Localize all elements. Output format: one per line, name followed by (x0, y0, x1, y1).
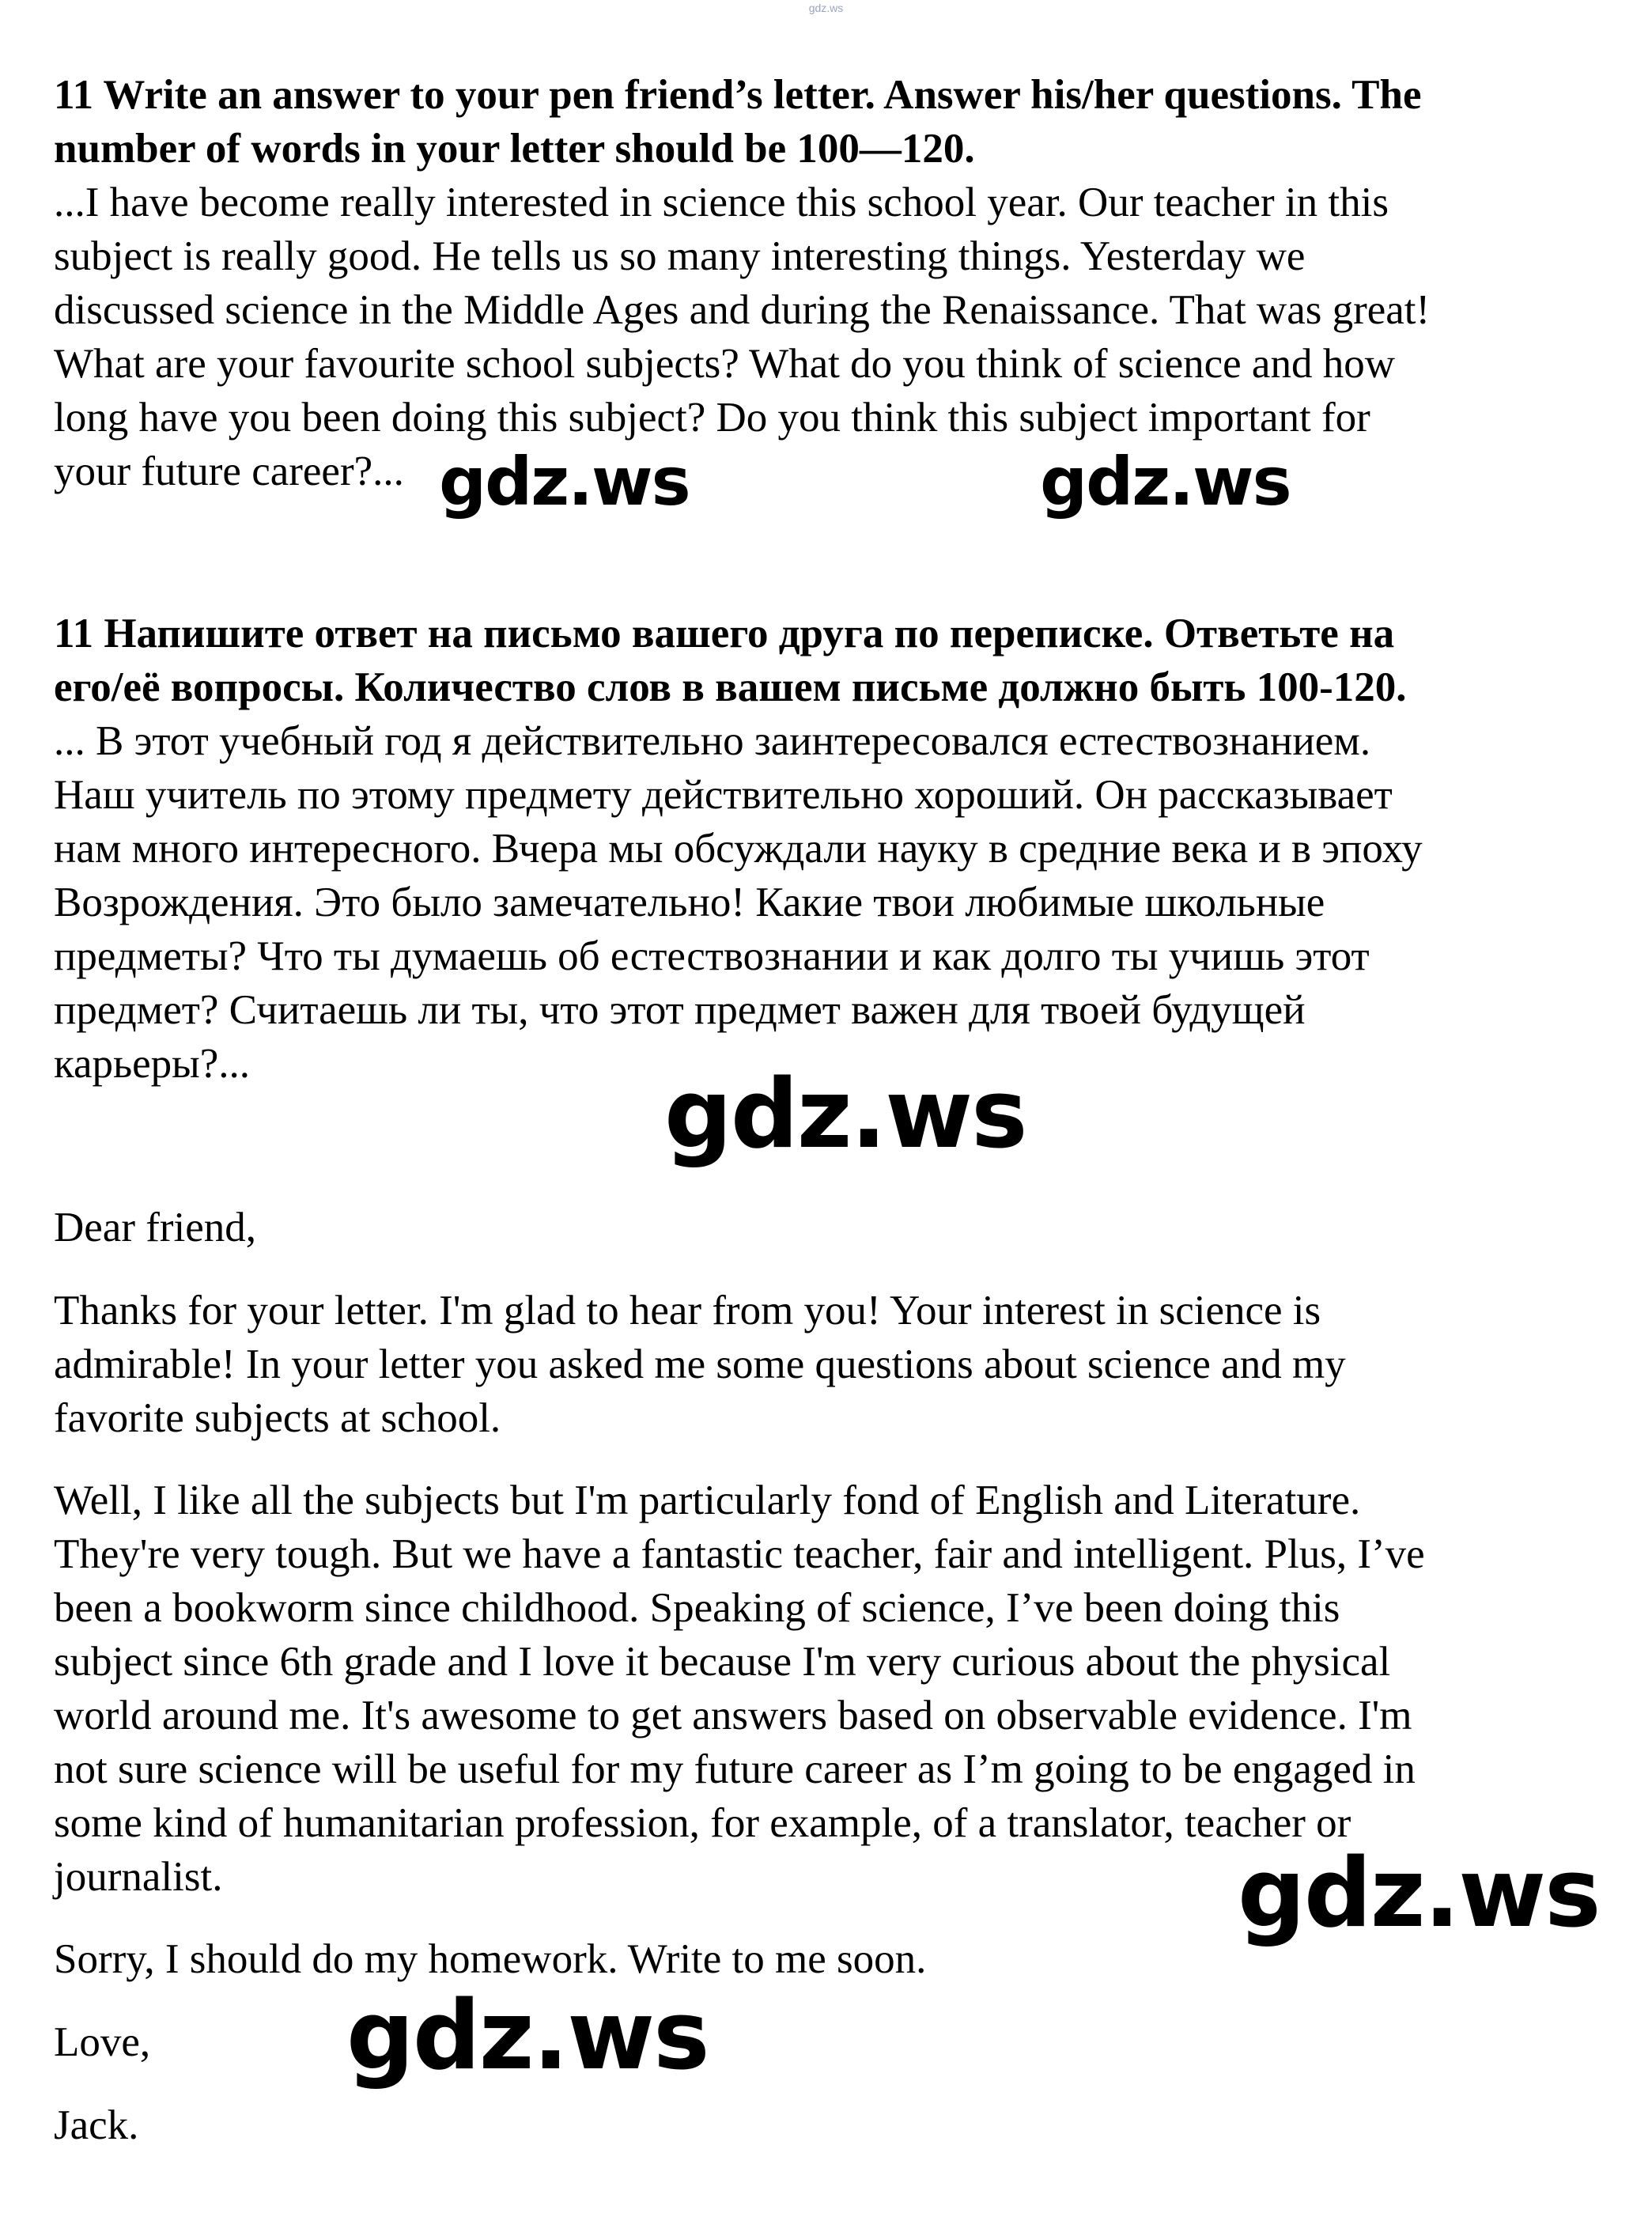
task-en-line: your future career?... (54, 448, 404, 494)
task-en-line: subject is really good. He tells us so many interesting things. Yesterday we (54, 233, 1306, 279)
watermark-text: gdz.ws (1238, 1839, 1600, 1949)
letter-p2-line: They're very tough. But we have a fantastic teacher, fair and intelligent. Plus, I’ve (54, 1531, 1425, 1577)
top-site-mark: gdz.ws (808, 2, 844, 14)
letter-p2-line: been a bookworm since childhood. Speaking of science, I’ve been doing this (54, 1585, 1340, 1631)
task-russian (54, 607, 1604, 1091)
letter-p2-line: some kind of humanitarian profession, for example, of a translator, teacher or (54, 1800, 1351, 1846)
letter-p2-line: Well, I like all the subjects but I'm particularly fond of English and Literature. (54, 1477, 1361, 1523)
watermark-text: gdz.ws (439, 443, 690, 520)
task-en-line: discussed science in the Middle Ages and during the Renaissance. That was great! (54, 287, 1431, 333)
task-en-heading-line1: 11 Write an answer to your pen friend’s letter. Answer his/her questions. The (54, 72, 1422, 118)
task-en-line: What are your favourite school subjects? What do you think of science and how (54, 341, 1395, 387)
letter-greeting: Dear friend, (54, 1205, 257, 1250)
task-ru-line: Наш учитель по этому предмету действительно хороший. Он рассказывает (54, 772, 1393, 818)
letter-p1-line: admirable! In your letter you asked me some questions about science and my (54, 1341, 1346, 1387)
watermark-text: gdz.ws (346, 1981, 709, 2091)
letter-signature: Jack. (54, 2102, 139, 2148)
task-ru-line: карьеры?... (54, 1041, 251, 1087)
task-ru-line: предмет? Считаешь ли ты, что этот предмет важен для твоей будущей (54, 987, 1306, 1033)
task-ru-line: предметы? Что ты думаешь об естествознании и как долго ты учишь этот (54, 933, 1370, 979)
letter-p1-line: Thanks for your letter. I'm glad to hear from you! Your interest in science is (54, 1288, 1321, 1334)
letter-sign-off: Love, (54, 2019, 151, 2065)
task-en-heading-line2: number of words in your letter should be 100—120. (54, 126, 975, 172)
watermark-text: gdz.ws (664, 1060, 1026, 1170)
task-ru-line: ... В этот учебный год я действительно заинтересовался естествознанием. (54, 718, 1371, 764)
letter-p2-line: world around me. It's awesome to get answers based on observable evidence. I'm (54, 1693, 1412, 1738)
letter-p2-line: not sure science will be useful for my future career as I’m going to be engaged in (54, 1746, 1416, 1792)
letter-p2-line: journalist. (54, 1854, 223, 1900)
task-ru-heading-line1: 11 Напишите ответ на письмо вашего друга по переписке. Ответьте на (54, 611, 1395, 656)
letter-paragraph-1 (54, 1284, 1604, 1445)
task-english (54, 68, 1604, 498)
task-ru-line: нам много интересного. Вчера мы обсуждали науку в средние века и в эпоху (54, 826, 1423, 872)
letter-closing-line: Sorry, I should do my homework. Write to me soon. (54, 1936, 927, 1982)
task-en-line: ...I have become really interested in science this school year. Our teacher in this (54, 180, 1389, 225)
task-ru-line: Возрождения. Это было замечательно! Какие твои любимые школьные (54, 880, 1325, 925)
task-ru-heading-line2: его/её вопросы. Количество слов в вашем письме должно быть 100-120. (54, 664, 1407, 710)
watermark-text: gdz.ws (1040, 443, 1291, 520)
letter-p2-line: subject since 6th grade and I love it because I'm very curious about the physical (54, 1639, 1391, 1685)
task-en-line: long have you been doing this subject? Do you think this subject important for (54, 395, 1370, 441)
letter-p1-line: favorite subjects at school. (54, 1395, 501, 1441)
